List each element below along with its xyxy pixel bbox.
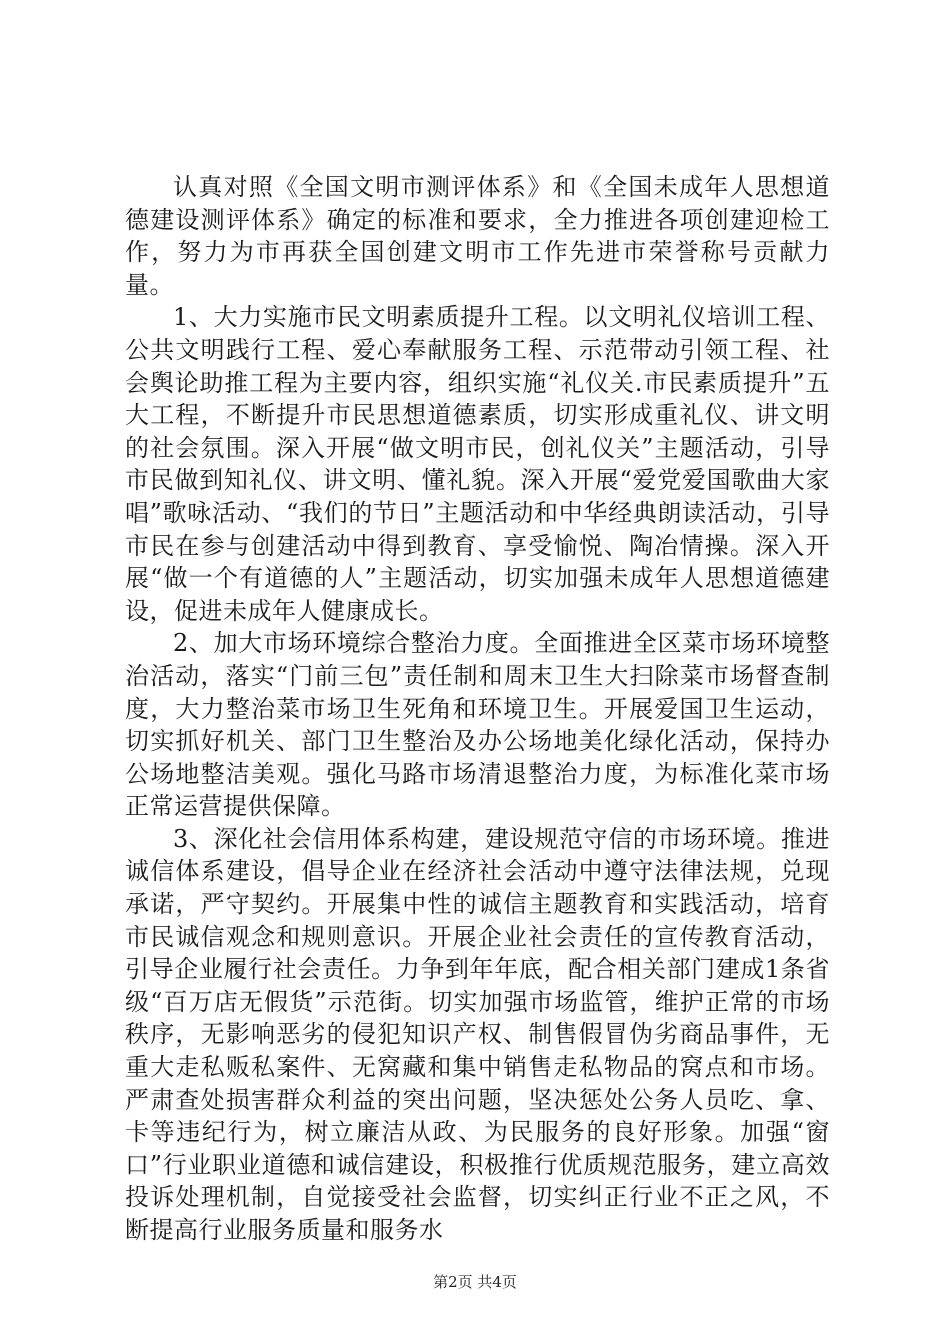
paragraph-item-3: 3、深化社会信用体系构建，建设规范守信的市场环境。推进诚信体系建设，倡导企业在经济社会活动中遵守法律法规，兑现承诺，严守契约。开展集中性的诚信主题教育和实践活动，培育市民诚信观念和规则意识。开展企业社会责任的宣传教育活动，引导企业履行社会责任。力争到年年底，配合相关部门建成1条省级“百万店无假货”示范街。切实加强市场监管，维护正常的市场秩序，无影响恶劣的侵犯知识产权、制售假冒伪劣商品事件，无重大走私贩私案件、无窝藏和集中销售走私物品的窝点和市场。严肃查处损害群众利益的突出问题，坚决惩处公务人员吃、拿、卡等违纪行为，树立廉洁从政、为民服务的良好形象。加强“窗口”行业职业道德和诚信建设，积极推行优质规范服务，建立高效投诉处理机制，自觉接受社会监督，切实纠正行业不正之风，不断提高行业服务质量和服务水 (125, 824, 830, 1244)
paragraph-item-1: 1、大力实施市民文明素质提升工程。以文明礼仪培训工程、公共文明践行工程、爱心奉献服务工程、示范带动引领工程、社会舆论助推工程为主要内容，组织实施“礼仪关.市民素质提升”五大工程，不断提升市民思想道德素质，切实形成重礼仪、讲文明的社会氛围。深入开展“做文明市民，创礼仪关”主题活动，引导市民做到知礼仪、讲文明、懂礼貌。深入开展“爱党爱国歌曲大家唱”歌咏活动、“我们的节日”主题活动和中华经典朗读活动，引导市民在参与创建活动中得到教育、享受愉悦、陶冶情操。深入开展“做一个有道德的人”主题活动，切实加强未成年人思想道德建设，促进未成年人健康成长。 (125, 303, 830, 625)
document-body (125, 171, 830, 1247)
page-number-footer: 第2页 共4页 (433, 1273, 517, 1291)
paragraph-item-2: 2、加大市场环境综合整治力度。全面推进全区菜市场环境整治活动，落实“门前三包”责任制和周末卫生大扫除菜市场督查制度，大力整治菜市场卫生死角和环境卫生。开展爱国卫生运动，切实抓好机关、部门卫生整治及办公场地美化绿化活动，保持办公场地整洁美观。强化马路市场清退整治力度，为标准化菜市场正常运营提供保障。 (125, 629, 830, 821)
paragraph-intro: 认真对照《全国文明市测评体系》和《全国未成年人思想道德建设测评体系》确定的标准和要求，全力推进各项创建迎检工作，努力为市再获全国创建文明市工作先进市荣誉称号贡献力量。 (125, 173, 830, 299)
